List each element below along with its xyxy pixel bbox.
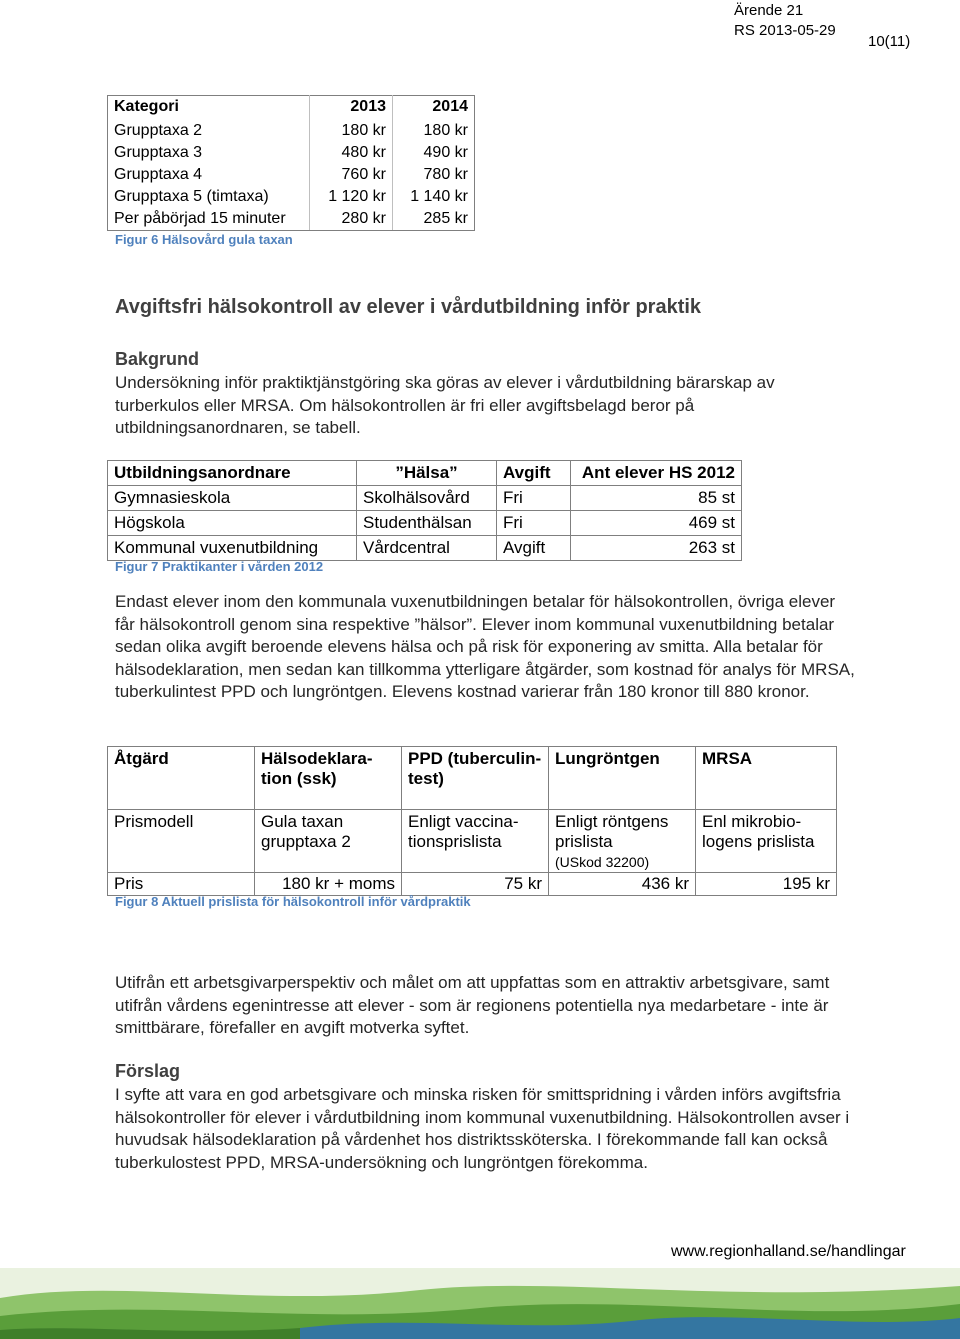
table-row [108, 511, 742, 536]
table-cell: Grupptaxa 5 (timtaxa) [108, 186, 310, 208]
table-cell: Prismodell [108, 810, 255, 873]
table-row [108, 186, 475, 208]
forslag-heading: Förslag [115, 1061, 181, 1081]
table-cell: 285 kr [393, 208, 475, 231]
table-header-row [108, 747, 837, 810]
table-cell: 490 kr [393, 142, 475, 164]
table-cell: Studenthälsan [357, 511, 497, 536]
table-cell: Kommunal vuxenutbildning [108, 536, 357, 561]
table-cell: 180 kr [310, 120, 393, 142]
table-row [108, 208, 475, 231]
forslag-paragraph: I syfte att vara en god arbetsgivare och minska risken för smittspridning i vården införs avgiftsfria hälsokontroller för elever i vårdutbildning inom kommunal vuxenutbildning. Hälsokontrollen avser i huvudsak hälsodeklaration på vårdenhet hos distriktssköterska. I förekommande fall kan också tuberkulostest PPD, MRSA-undersökning och lungröntgen förekomma. [115, 1085, 850, 1172]
table-cell: 469 st [571, 511, 742, 536]
table-cell: 180 kr [393, 120, 475, 142]
figure-caption-6: Figur 6 Hälsovård gula taxan [115, 232, 293, 247]
table-cell: Avgift [497, 536, 571, 561]
table-header-cell: Hälsodeklara-tion (ssk) [255, 747, 402, 810]
table-cell: Vårdcentral [357, 536, 497, 561]
table-header-row [108, 96, 475, 121]
table-cell: 436 kr [549, 873, 696, 896]
table-header-cell: Avgift [497, 461, 571, 486]
table-header-cell: Åtgärd [108, 747, 255, 810]
table-cell: Per påbörjad 15 minuter [108, 208, 310, 231]
avgift-paragraph: Endast elever inom den kommunala vuxenutbildningen betalar för hälsokontrollen, övriga elever får hälsokontroll genom sina respektive ”hälsor”. Elever inom kommunal vuxenutbildning betalar sedan olika avgift beroende elevens hälsa och på risk för exponering av smitta. Alla betalar för hälsodeklaration, men sedan kan tillkomma ytterligare åtgärder, som kostnad för analys för MRSA, tuberkulintest PPD och lungröntgen. Elevens kostnad varierar från 180 kronor till 880 kronor. [115, 592, 855, 701]
table-row [108, 142, 475, 164]
table-row [108, 810, 837, 873]
table-row [108, 164, 475, 186]
table-cell: 480 kr [310, 142, 393, 164]
case-number: Ärende 21 [734, 2, 804, 19]
praktikanter-table [107, 460, 742, 561]
table-cell: Enl mikrobio-logens prislista [696, 810, 837, 873]
table-cell: 180 kr + moms [255, 873, 402, 896]
table-cell: Enligt vaccina-tionsprislista [402, 810, 549, 873]
arbetsgivar-paragraph: Utifrån ett arbetsgivarperspektiv och målet om att uppfattas som en attraktiv arbetsgivare, samt utifrån vårdens egenintresse att elever - som är regionens potentiella nya medarbetare - inte är smittbärare, förefaller en avgift motverka syftet. [115, 973, 830, 1037]
case-date: RS 2013-05-29 [734, 22, 836, 39]
table-cell-text: Enligt röntgens prislista [555, 812, 669, 851]
table-header-cell: PPD (tuberculin-test) [402, 747, 549, 810]
table-cell: Grupptaxa 3 [108, 142, 310, 164]
table-cell: Fri [497, 486, 571, 511]
table-cell: 1 120 kr [310, 186, 393, 208]
hälsovård-taxa-table [107, 95, 475, 231]
table-row [108, 873, 837, 896]
table-cell: Fri [497, 511, 571, 536]
table-cell: Gula taxan grupptaxa 2 [255, 810, 402, 873]
table-header-cell: Utbildningsanordnare [108, 461, 357, 486]
table-header-cell: 2014 [393, 96, 475, 121]
table-row [108, 486, 742, 511]
table-header-cell: Kategori [108, 96, 310, 121]
table-cell: Högskola [108, 511, 357, 536]
table-row [108, 536, 742, 561]
table-cell: 280 kr [310, 208, 393, 231]
table-cell: Grupptaxa 2 [108, 120, 310, 142]
table-cell: 75 kr [402, 873, 549, 896]
table-header-cell: MRSA [696, 747, 837, 810]
table-cell: 760 kr [310, 164, 393, 186]
footer-url[interactable]: www.regionhalland.se/handlingar [671, 1243, 906, 1260]
table-cell: Skolhälsovård [357, 486, 497, 511]
bakgrund-heading: Bakgrund [115, 349, 200, 369]
section-title: Avgiftsfri hälsokontroll av elever i vårdutbildning inför praktik [115, 296, 702, 318]
table-header-row [108, 461, 742, 486]
table-cell: Grupptaxa 4 [108, 164, 310, 186]
table-cell: 1 140 kr [393, 186, 475, 208]
figure-caption-8: Figur 8 Aktuell prislista för hälsokontroll inför vårdpraktik [115, 894, 471, 909]
table-header-cell: Ant elever HS 2012 [571, 461, 742, 486]
page-number: 10(11) [868, 33, 911, 50]
uskod-note: (USkod 32200) [555, 854, 650, 870]
table-cell: 263 st [571, 536, 742, 561]
table-cell: 780 kr [393, 164, 475, 186]
table-header-cell: ”Hälsa” [357, 461, 497, 486]
table-row [108, 120, 475, 142]
figure-caption-7: Figur 7 Praktikanter i vården 2012 [115, 559, 324, 574]
table-cell: Pris [108, 873, 255, 896]
table-header-cell: Lungröntgen [549, 747, 696, 810]
prislista-table [107, 746, 837, 896]
table-cell: Gymnasieskola [108, 486, 357, 511]
table-cell: 195 kr [696, 873, 837, 896]
table-cell [549, 810, 696, 873]
table-header-cell: 2013 [310, 96, 393, 121]
bakgrund-paragraph: Undersökning inför praktiktjänstgöring ska göras av elever i vårdutbildning bärarskap av turberkulos eller MRSA. Om hälsokontrollen är fri eller avgiftsbelagd beror på utbildningsanordnaren, se tabell. [115, 373, 775, 437]
landscape-footer-graphic [0, 1268, 960, 1339]
table-cell: 85 st [571, 486, 742, 511]
